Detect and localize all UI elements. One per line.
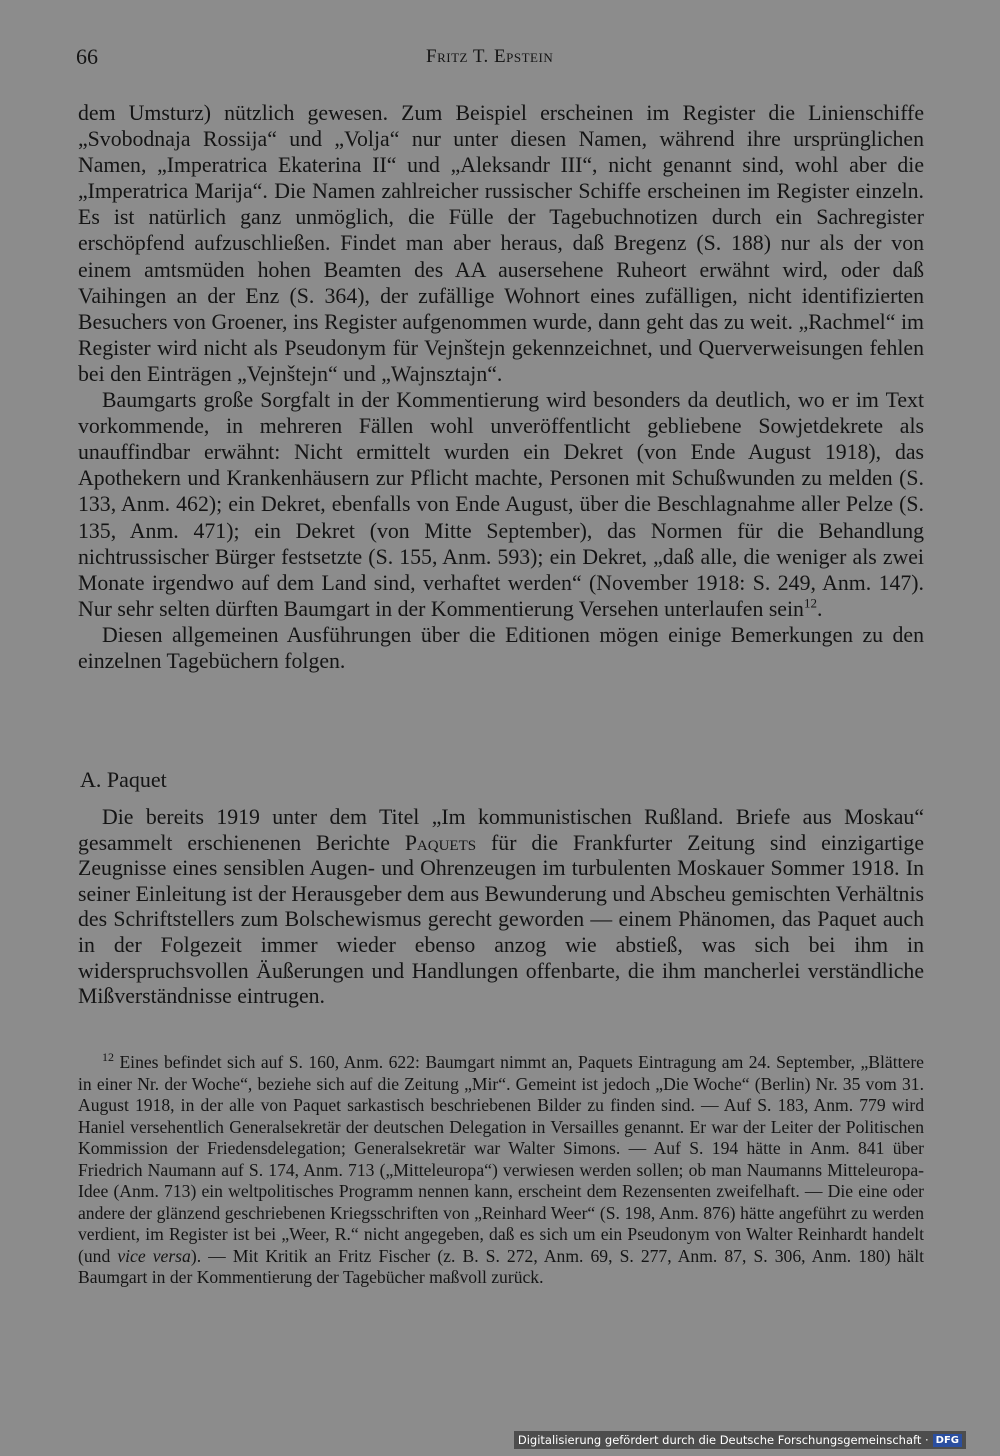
author-name-small-caps: Paquets: [404, 830, 477, 855]
section-text-after: für die Frankfurter Zeitung sind einzigartige Zeugnisse eines sensiblen Augen- und Ohrenzeugen im turbulenten Moskauer Sommer 1918. In seiner Einleitung ist der Herausgeber dem aus Bewunderung und Abscheu gemischten Verhältnis des Schriftstellers zum Bolschewismus gerecht geworden — einem Phänomen, das Paquet auch in der Folgezeit immer wieder ebenso anzog wie abstieß, was sich bei ihm in widerspruchsvollen Äußerungen und Handlungen offenbarte, die ihm mancherlei verständliche Mißverständnisse eintrugen.: [78, 830, 924, 1009]
paragraph-2-text: Baumgarts große Sorgfalt in der Kommentierung wird besonders da deutlich, wo er im Text vorkommende, in mehreren Fällen wohl unveröffentlicht gebliebene Sowjetdekrete als unauffindbar erwähnt: Nicht ermittelt wurden ein Dekret (von Ende August 1918), das Apothekern und Krankenhäusern zur Pflicht machte, Personen mit Schußwunden zu melden (S. 133, Anm. 462); ein Dekret, ebenfalls von Ende August, über die Beschlagnahme aller Pelze (S. 135, Anm. 471); ein Dekret (von Mitte September), das Normen für die Behandlung nichtrussischer Bürger festsetzte (S. 155, Anm. 593); ein Dekret, „daß alle, die weniger als zwei Monate irgendwo auf dem Land sind, verhaftet werden“ (November 1918: S. 249, Anm. 147). Nur sehr selten dürften Baumgart in der Kommentierung Versehen unterlaufen sein: [78, 388, 924, 621]
paragraph-3: Diesen allgemeinen Ausführungen über die Editionen mögen einige Bemerkungen zu den einzelnen Tagebüchern folgen.: [78, 622, 924, 673]
footnote-text-before: Eines befindet sich auf S. 160, Anm. 622: Baumgart nimmt an, Paquets Eintragung am 24. September, „Blättere in einer Nr. der Woche“, beziehe sich auf die Zeitung „Mir“. Gemeint ist jedoch „Die Woche“ (Berlin) Nr. 35 vom 31. August 1918, in der alle von Paquet sarkastisch beschriebenen Bilder zu finden sind. — Auf S. 183, Anm. 779 wird Haniel versehentlich Generalsekretär der deutschen Delegation in Versailles genannt. Er war der Leiter der Politischen Kommission der Friedensdelegation; Generalsekretär war Walter Simons. — Auf S. 194 hätte in Anm. 841 über Friedrich Naumann auf S. 174, Anm. 713 („Mitteleuropa“) verwiesen werden sollen; ob man Naumanns Mitteleuropa-Idee (Anm. 713) ein weltpolitisches Programm nennen kann, erscheint dem Rezensenten zweifelhaft. — Die eine oder andere der glänzend geschriebenen Kriegsschriften von „Reinhard Weer“ (S. 198, Anm. 876) hätte angeführt zu werden verdient, im Register ist bei „Weer, R.“ nicht angegeben, daß es sich um ein Pseudonym von Walter Reinhardt handelt (und: [78, 1052, 924, 1266]
footnote-text-after: ). — Mit Kritik an Fritz Fischer (z. B. S. 272, Anm. 69, S. 277, Anm. 87, S. 306, Anm. 180) hält Baumgart in der Kommentierung der Tagebücher maßvoll zurück.: [78, 1245, 924, 1287]
digitization-credit: [514, 1431, 966, 1449]
paragraph-1: dem Umsturz) nützlich gewesen. Zum Beispiel erscheinen im Register die Linienschiffe „Svobodnaja Rossija“ und „Volja“ nur unter diesen Namen, während ihre ursprünglichen Namen, „Imperatrica Ekaterina II“ und „Aleksandr III“, nicht genannt sind, wohl aber die „Imperatrica Marija“. Die Namen zahlreicher russischer Schiffe erscheinen im Register einzeln. Es ist natürlich ganz unmöglich, die Fülle der Tagebuchnotizen durch ein Sachregister erschöpfend aufzuschließen. Findet man aber heraus, daß Bregenz (S. 188) nur als der von einem amtsmüden hohen Beamten des AA ausersehene Ruheort erwähnt wird, oder daß Vaihingen an der Enz (S. 364), der zufällige Wohnort eines zufälligen, nicht identifizierten Besuchers von Groener, ins Register aufgenommen wurde, dann geht das zu weit. „Rachmel“ im Register wird nicht als Pseudonym für Vejnštejn gekennzeichnet, und Querverweisungen fehlen bei den Einträgen „Vejnštejn“ und „Wajnsztajn“.: [78, 101, 924, 386]
paragraph-2: Baumgarts große Sorgfalt in der Kommentierung wird besonders da deutlich, wo er im Text vorkommende, in mehreren Fällen wohl unveröffentlicht gebliebene Sowjetdekrete als unauffindbar erwähnt: Nicht ermittelt wurden ein Dekret (von Ende August 1918), das Apothekern und Krankenhäusern zur Pflicht machte, Personen mit Schußwunden zu melden (S. 133, Anm. 462); ein Dekret, ebenfalls von Ende August, über die Beschlagnahme aller Pelze (S. 135, Anm. 471); ein Dekret (von Mitte September), das Normen für die Behandlung nichtrussischer Bürger festsetzte (S. 155, Anm. 593); ein Dekret, „daß alle, die weniger als zwei Monate irgendwo auf dem Land sind, verhaftet werden“ (November 1918: S. 249, Anm. 147). Nur sehr selten dürften Baumgart in der Kommentierung Versehen unterlaufen sein$^{12}$.: [78, 388, 924, 621]
section-heading: A. Paquet: [80, 767, 167, 792]
footnote-mark: 12: [102, 1050, 114, 1065]
footnote-12: [78, 1052, 924, 1289]
footnote-reference[interactable]: 12: [803, 595, 817, 611]
credit-text: Digitalisierung gefördert durch die Deutsche Forschungsgemeinschaft ·: [517, 1433, 929, 1447]
page-number: 66: [76, 44, 98, 69]
dfg-logo-icon: DFG: [933, 1434, 962, 1447]
main-body: [78, 100, 924, 674]
section-text-before: Die bereits 1919 unter dem Titel „Im kommunistischen Rußland. Briefe aus Moskau“ gesammelt erschienenen Berichte: [78, 805, 924, 855]
footnote-italic: vice versa: [117, 1245, 191, 1266]
running-head: Fritz T. Epstein: [426, 46, 554, 67]
section-paragraph: [78, 805, 924, 1010]
